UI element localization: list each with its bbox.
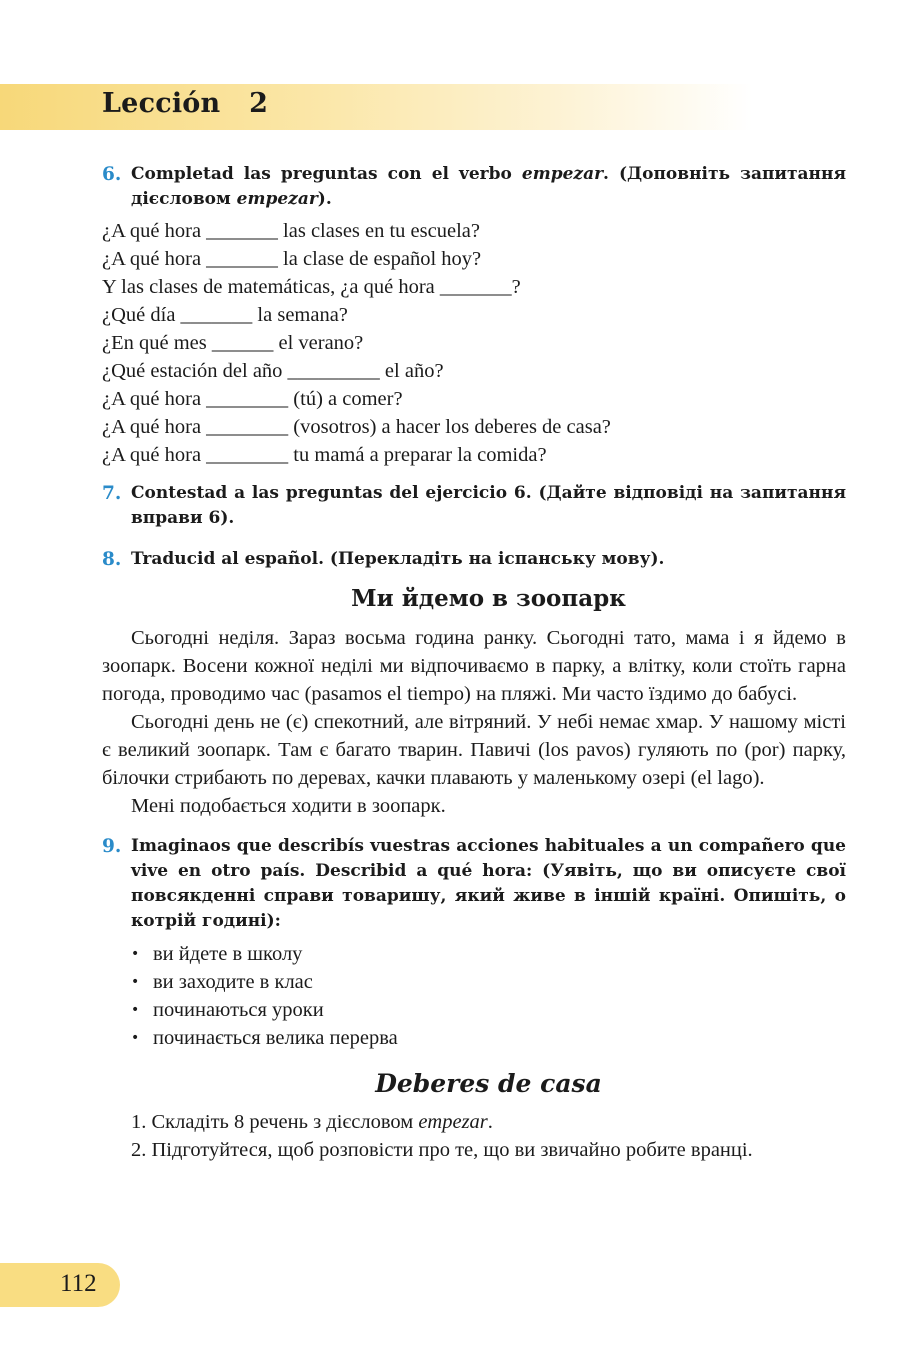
story-text (102, 624, 846, 820)
homework-list (102, 1108, 846, 1164)
question-line: ¿A qué hora ________ (vosotros) a hacer los deberes de casa? (102, 416, 611, 438)
exercise-7 (102, 481, 846, 531)
homework-item (131, 1108, 846, 1136)
story-paragraph: Сьогодні неділя. Зараз восьма година ранку. Сьогодні тато, мама і я йдемо в зоопарк. Восени кожної неділі ми відпочиваємо в парку, а влітку, коли стоїть гарна погода, проводимо час (pasamos el tiempo) на пляжі. Ми часто їздимо до бабусі. (102, 627, 846, 705)
exercise-instruction: Traducid al español. (Перекладіть на іспанську мову). (131, 549, 665, 569)
exercise-number: 6. (102, 164, 122, 185)
question-line: ¿A qué hora _______ la clase de español hoy? (102, 248, 482, 270)
exercise-8 (102, 547, 846, 572)
exercise-number: 7. (102, 483, 122, 504)
instruction-part: Completad las preguntas con el verbo (131, 164, 522, 184)
list-item (102, 940, 846, 968)
list-item-text: ви заходите в клас (153, 971, 313, 993)
exercise-9 (102, 834, 846, 934)
homework-title: Deberes de casa (375, 1069, 602, 1098)
lesson-title: Lección 2 (102, 88, 269, 119)
exercise-number: 9. (102, 836, 122, 857)
question-line: ¿A qué hora ________ (tú) a comer? (102, 388, 403, 410)
bullet-icon: • (131, 1030, 140, 1046)
list-item-text: починаються уроки (153, 999, 324, 1021)
homework-item-verb: empezar (418, 1111, 488, 1133)
exercise-6-questions (102, 217, 846, 469)
question-line: ¿A qué hora _______ las clases en tu escuela? (102, 220, 480, 242)
instruction-verb: empezar (521, 164, 604, 184)
story-title: Ми йдемо в зоопарк (351, 585, 626, 612)
bullet-icon: • (131, 946, 140, 962)
bullet-icon: • (131, 1002, 140, 1018)
bullet-icon: • (131, 974, 140, 990)
exercise-instruction (131, 162, 846, 212)
story-paragraph: Сьогодні день не (є) спекотний, але вітряний. У небі немає хмар. У нашому місті є великий зоопарк. Там є багато тварин. Павичі (los pavos) гуляють по (por) парку, білочки стрибають по деревах, качки плавають у маленькому озері (el lago). (102, 711, 846, 789)
question-line: Y las clases de matemáticas, ¿a qué hora _______? (102, 276, 521, 298)
list-item-text: починається велика перерва (153, 1027, 398, 1049)
instruction-part: . (Доповніть запитання дієсловом (131, 164, 846, 209)
question-line: ¿Qué día _______ la semana? (102, 304, 348, 326)
exercise-9-list (102, 940, 846, 1052)
list-item (102, 1024, 846, 1052)
list-item-text: ви йдете в школу (153, 943, 303, 965)
question-line: ¿En qué mes ______ el verano? (102, 332, 364, 354)
page-content (102, 162, 846, 1164)
homework-item: 2. Підготуйтеся, щоб розповісти про те, що ви звичайно робите вранці. (131, 1139, 753, 1161)
homework-item-text: 1. Складіть 8 речень з дієсловом (131, 1111, 419, 1133)
homework-item-text: . (487, 1111, 493, 1133)
list-item (102, 996, 846, 1024)
exercise-instruction: Contestad a las preguntas del ejercicio 6. (Дайте відповіді на запитання вправи 6). (131, 483, 846, 528)
story-paragraph: Мені подобається ходити в зоопарк. (131, 795, 446, 817)
instruction-part: ). (317, 189, 332, 209)
instruction-verb: empezar (236, 189, 318, 209)
question-line: ¿A qué hora ________ tu mamá a preparar la comida? (102, 444, 547, 466)
exercise-number: 8. (102, 549, 122, 570)
page-number: 112 (60, 1270, 97, 1297)
question-line: ¿Qué estación del año _________ el año? (102, 360, 444, 382)
exercise-instruction: Imaginaos que describís vuestras acciones habituales a un compañero que vive en otro país. Describid a qué hora: (Уявіть, що ви описуєте свої повсякденні справи товаришу, який живе в іншій країні. Опишіть, о котрій годині): (131, 836, 846, 931)
exercise-6 (102, 162, 846, 212)
list-item (102, 968, 846, 996)
